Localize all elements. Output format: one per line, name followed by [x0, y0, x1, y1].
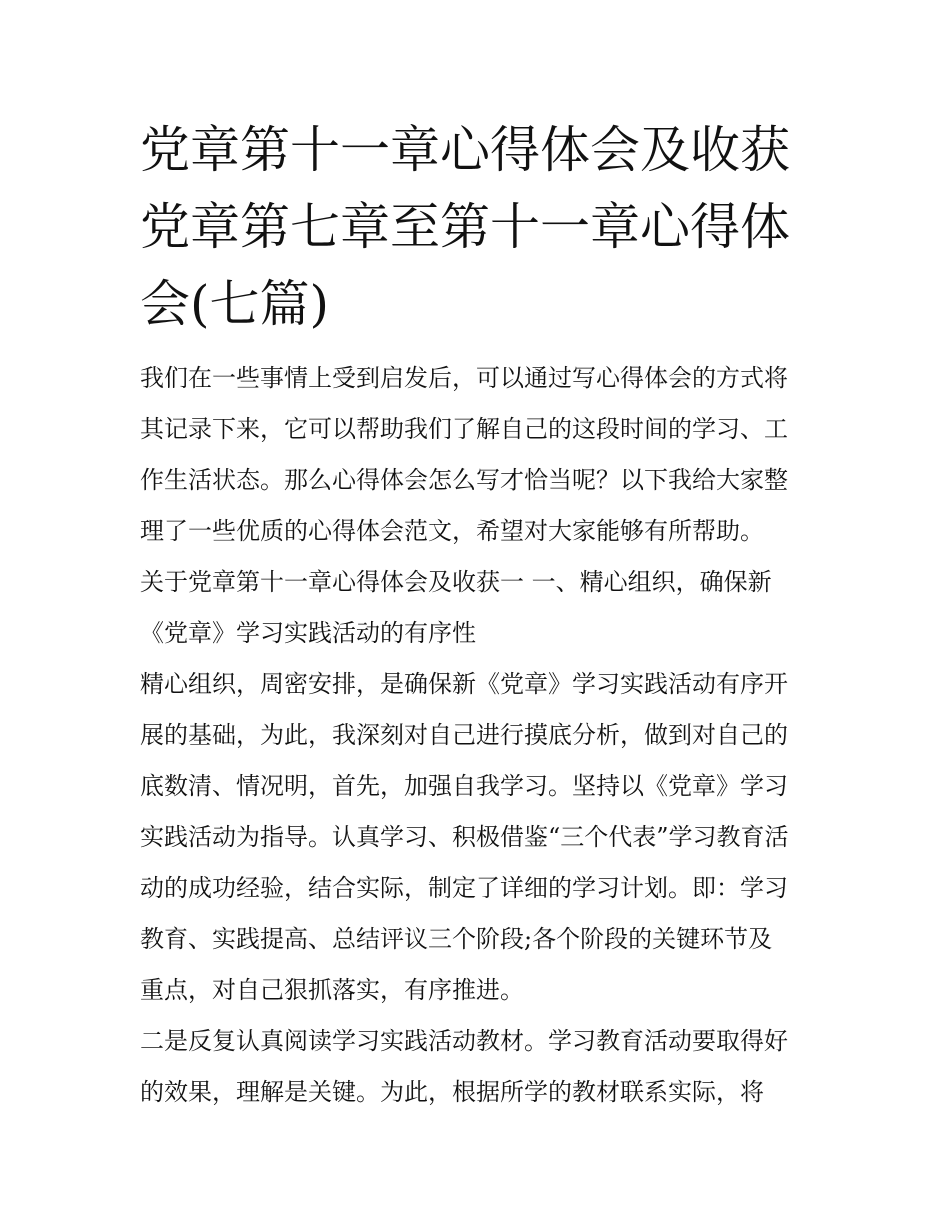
body-paragraph: [140, 1016, 820, 1118]
text-line: 作生活状态。那么心得体会怎么写才恰当呢？以下我给大家整: [140, 466, 788, 494]
document-content: [140, 112, 820, 1118]
text-line: 关于党章第十一章心得体会及收获一 一、精心组织，确保新: [140, 568, 772, 596]
text-line: 重点，对自己狠抓落实，有序推进。: [140, 976, 524, 1004]
text-line: 展的基础，为此，我深刻对自己进行摸底分析，做到对自己的: [140, 721, 788, 749]
document-title: [140, 112, 820, 343]
body-paragraph: [140, 659, 820, 1016]
document-body: [140, 353, 820, 1118]
title-line: 党章第七章至第十一章心得体: [140, 198, 790, 256]
section-heading-paragraph: [140, 557, 820, 659]
title-line: 会(七篇): [140, 275, 330, 333]
text-line: 《党章》学习实践活动的有序性: [140, 619, 476, 647]
text-line: 的效果，理解是关键。为此，根据所学的教材联系实际，将: [140, 1078, 764, 1106]
text-line: 底数清、情况明，首先，加强自我学习。坚持以《党章》学习: [140, 772, 788, 800]
text-line: 实践活动为指导。认真学习、积极借鉴“三个代表”学习教育活: [140, 823, 789, 851]
intro-paragraph: [140, 353, 820, 557]
text-line: 我们在一些事情上受到启发后，可以通过写心得体会的方式将: [140, 364, 788, 392]
title-line: 党章第十一章心得体会及收获: [140, 121, 790, 179]
text-line: 理了一些优质的心得体会范文，希望对大家能够有所帮助。: [140, 517, 764, 545]
text-line: 二是反复认真阅读学习实践活动教材。学习教育活动要取得好: [140, 1027, 788, 1055]
text-line: 动的成功经验，结合实际，制定了详细的学习计划。即：学习: [140, 874, 788, 902]
text-line: 精心组织，周密安排，是确保新《党章》学习实践活动有序开: [140, 670, 788, 698]
text-line: 其记录下来，它可以帮助我们了解自己的这段时间的学习、工: [140, 415, 788, 443]
text-line: 教育、实践提高、总结评议三个阶段;各个阶段的关键环节及: [140, 925, 773, 953]
